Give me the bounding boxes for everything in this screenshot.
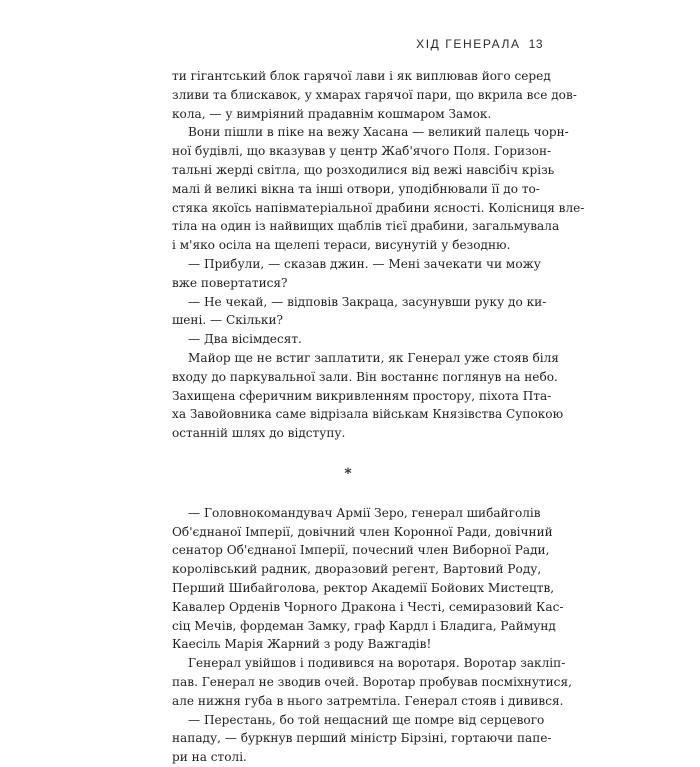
- text-line: — Не чекай, — відповів Закраца, засунувши руку до ки-: [188, 294, 547, 309]
- text-line: сенатор Об'єднаної Імперії, почесний член Виборної Ради,: [172, 543, 550, 558]
- text-line: королівський радник, дворазовий регент, Вартовий Роду,: [172, 562, 542, 577]
- text-line: сіц Мечів, фордеман Замку, граф Кардл і Бладига, Раймунд: [172, 618, 556, 633]
- page-number: 13: [528, 37, 543, 51]
- text-line: ри на столі.: [172, 750, 247, 765]
- text-line: — Головнокомандувач Армії Зеро, генерал шибайголів: [188, 505, 541, 520]
- text-line: кола, — у вимріяний прадавнім кошмаром Замок.: [172, 106, 492, 121]
- text-line: Вони пішли в піке на вежу Хасана — великий палець чорн-: [188, 125, 569, 140]
- text-line: — Перестань, бо той нещасний ще помре від серцевого: [188, 712, 545, 727]
- text-line: останній шлях до відступу.: [172, 426, 346, 441]
- text-line: Каесіль Марія Жарний з роду Важгадів!: [172, 637, 432, 652]
- text-line: Захищена сферичним викривленням простору, піхота Пта-: [172, 388, 552, 403]
- text-line: Об'єднаної Імперії, довічний член Коронної Ради, довічний: [172, 524, 553, 539]
- text-line: входу до паркувальної зали. Він востаннє поглянув на небо.: [172, 369, 558, 384]
- text-line: ної будівлі, що вказував у центр Жаб'ячого Поля. Горизон-: [172, 144, 552, 159]
- text-line: Майор ще не встиг заплатити, як Генерал уже стояв біля: [188, 350, 559, 365]
- text-line: малі й великі вікна та інші отвори, уподібнювали її до то-: [172, 181, 540, 196]
- text-line: Генерал увійшов і подивився на воротаря. Воротар закліп-: [188, 656, 566, 671]
- text-line: шені. — Скільки?: [172, 313, 284, 328]
- text-block-1: [172, 67, 585, 443]
- body-text: [172, 67, 585, 767]
- text-line: зливи та блискавок, у хмарах гарячої пари, що вкрила все дов-: [172, 87, 577, 102]
- text-line: ти гігантський блок гарячої лави і як виплював його серед: [172, 69, 551, 83]
- text-line: і м'яко осіла на щелепі тераси, висунутій у безодню.: [172, 238, 511, 253]
- text-line: вже повертатися?: [172, 275, 288, 290]
- section-separator: *: [344, 465, 352, 482]
- running-title: ХІД ГЕНЕРАЛА: [416, 37, 521, 51]
- running-header: [416, 37, 543, 51]
- text-line: нападу, — буркнув перший міністр Бірзіні, гортаючи папе-: [172, 731, 552, 746]
- text-line: — Прибули, — сказав джин. — Мені зачекати чи можу: [188, 256, 541, 271]
- text-line: стяка якоїсь напівматеріальної драбини ясності. Колісниця вле-: [172, 200, 585, 215]
- text-line: Перший Шибайголова, ректор Академії Бойових Мистецтв,: [172, 580, 555, 595]
- text-line: Кавалер Орденів Чорного Дракона і Честі, семиразовий Кас-: [172, 599, 564, 614]
- text-line: але нижня губа в нього затремтіла. Генерал стояв і дивився.: [172, 693, 564, 708]
- text-line: ха Завойовника саме відрізала військам Князівства Супокою: [172, 407, 564, 422]
- text-block-2: [172, 504, 572, 767]
- text-line: тальні жерді світла, що розходилися від вежі навсібіч крізь: [172, 162, 555, 177]
- text-line: — Два вісімдесят.: [188, 332, 302, 347]
- text-line: пав. Генерал не зводив очей. Воротар пробував посміхнутися,: [172, 674, 572, 689]
- text-line: тіла на один із найвищих щаблів тієї драбини, загальмувала: [172, 219, 560, 234]
